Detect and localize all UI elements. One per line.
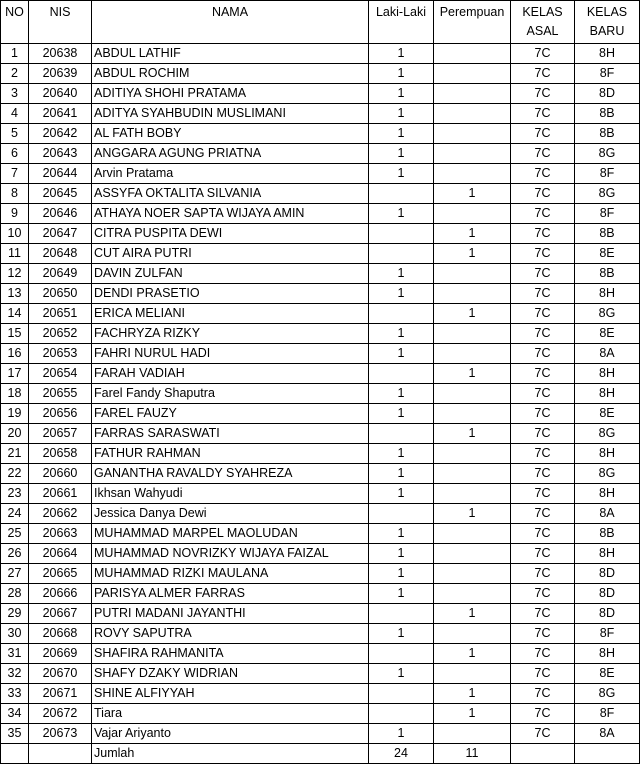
cell-kelas-asal: 7C bbox=[511, 424, 575, 444]
cell-nama: Arvin Pratama bbox=[92, 164, 369, 184]
cell-nis: 20653 bbox=[29, 344, 92, 364]
total-label: Jumlah bbox=[92, 744, 369, 764]
cell-no: 9 bbox=[1, 204, 29, 224]
cell-kelas-asal: 7C bbox=[511, 484, 575, 504]
cell-laki-laki: 1 bbox=[369, 664, 434, 684]
cell-nama: MUHAMMAD NOVRIZKY WIJAYA FAIZAL bbox=[92, 544, 369, 564]
table-row bbox=[1, 664, 640, 684]
cell-nis: 20638 bbox=[29, 44, 92, 64]
cell-kelas-asal: 7C bbox=[511, 224, 575, 244]
cell-kelas-baru: 8H bbox=[575, 444, 640, 464]
cell-no: 5 bbox=[1, 124, 29, 144]
cell-nis: 20649 bbox=[29, 264, 92, 284]
cell-kelas-asal: 7C bbox=[511, 84, 575, 104]
cell-kelas-asal: 7C bbox=[511, 124, 575, 144]
cell-kelas-baru: 8F bbox=[575, 64, 640, 84]
cell-kelas-baru: 8H bbox=[575, 364, 640, 384]
table-row bbox=[1, 104, 640, 124]
cell-kelas-baru: 8D bbox=[575, 564, 640, 584]
cell-laki-laki: 1 bbox=[369, 64, 434, 84]
table-row bbox=[1, 424, 640, 444]
cell-perempuan bbox=[434, 544, 511, 564]
cell-no: 3 bbox=[1, 84, 29, 104]
table-row bbox=[1, 604, 640, 624]
cell-nama: SHAFY DZAKY WIDRIAN bbox=[92, 664, 369, 684]
cell-laki-laki bbox=[369, 644, 434, 664]
cell-kelas-baru: 8B bbox=[575, 224, 640, 244]
cell-kelas-baru: 8B bbox=[575, 124, 640, 144]
cell-nis: 20651 bbox=[29, 304, 92, 324]
cell-nama: SHAFIRA RAHMANITA bbox=[92, 644, 369, 664]
cell-nama: FACHRYZA RIZKY bbox=[92, 324, 369, 344]
cell-no: 24 bbox=[1, 504, 29, 524]
cell-no: 18 bbox=[1, 384, 29, 404]
header-kelas-baru-line1: KELAS bbox=[586, 5, 628, 19]
cell-kelas-baru: 8D bbox=[575, 84, 640, 104]
cell-kelas-asal: 7C bbox=[511, 684, 575, 704]
cell-laki-laki bbox=[369, 184, 434, 204]
cell-perempuan bbox=[434, 44, 511, 64]
cell-kelas-baru: 8F bbox=[575, 204, 640, 224]
cell-nama: ABDUL LATHIF bbox=[92, 44, 369, 64]
cell-perempuan bbox=[434, 64, 511, 84]
table-row bbox=[1, 684, 640, 704]
cell-laki-laki bbox=[369, 244, 434, 264]
cell-no: 26 bbox=[1, 544, 29, 564]
cell-kelas-baru: 8G bbox=[575, 464, 640, 484]
cell-perempuan bbox=[434, 404, 511, 424]
cell-laki-laki: 1 bbox=[369, 264, 434, 284]
cell-no: 2 bbox=[1, 64, 29, 84]
cell-nis: 20644 bbox=[29, 164, 92, 184]
cell-kelas-asal: 7C bbox=[511, 604, 575, 624]
cell-nama: FATHUR RAHMAN bbox=[92, 444, 369, 464]
cell-kelas-asal: 7C bbox=[511, 164, 575, 184]
cell-laki-laki: 1 bbox=[369, 284, 434, 304]
cell-no: 7 bbox=[1, 164, 29, 184]
cell-no: 25 bbox=[1, 524, 29, 544]
cell-perempuan bbox=[434, 484, 511, 504]
cell-no: 30 bbox=[1, 624, 29, 644]
cell-kelas-baru: 8H bbox=[575, 484, 640, 504]
cell-no: 33 bbox=[1, 684, 29, 704]
cell-kelas-baru: 8D bbox=[575, 584, 640, 604]
cell-laki-laki: 1 bbox=[369, 444, 434, 464]
header-kelas-baru-line2: BARU bbox=[589, 24, 625, 38]
table-body bbox=[1, 44, 640, 744]
table-row bbox=[1, 704, 640, 724]
table-row bbox=[1, 84, 640, 104]
cell-kelas-baru: 8E bbox=[575, 404, 640, 424]
header-nama: NAMA bbox=[92, 1, 369, 44]
cell-kelas-asal: 7C bbox=[511, 244, 575, 264]
cell-kelas-asal: 7C bbox=[511, 724, 575, 744]
cell-nama: ADITIYA SHOHI PRATAMA bbox=[92, 84, 369, 104]
cell-kelas-baru: 8A bbox=[575, 344, 640, 364]
table-row bbox=[1, 364, 640, 384]
cell-kelas-baru: 8A bbox=[575, 504, 640, 524]
cell-laki-laki: 1 bbox=[369, 724, 434, 744]
cell-nis: 20660 bbox=[29, 464, 92, 484]
table-row bbox=[1, 464, 640, 484]
cell-nis: 20669 bbox=[29, 644, 92, 664]
cell-nis: 20658 bbox=[29, 444, 92, 464]
cell-laki-laki: 1 bbox=[369, 164, 434, 184]
cell-laki-laki: 1 bbox=[369, 124, 434, 144]
cell-nama: Ikhsan Wahyudi bbox=[92, 484, 369, 504]
cell-nama: ERICA MELIANI bbox=[92, 304, 369, 324]
cell-perempuan: 1 bbox=[434, 304, 511, 324]
cell-no: 4 bbox=[1, 104, 29, 124]
cell-kelas-asal: 7C bbox=[511, 364, 575, 384]
cell-nis: 20673 bbox=[29, 724, 92, 744]
total-perempuan: 11 bbox=[434, 744, 511, 764]
table-row bbox=[1, 244, 640, 264]
cell-nama: FARAH VADIAH bbox=[92, 364, 369, 384]
cell-nis: 20652 bbox=[29, 324, 92, 344]
cell-perempuan bbox=[434, 324, 511, 344]
header-kelas-asal-line1: KELAS bbox=[522, 5, 563, 19]
cell-laki-laki: 1 bbox=[369, 544, 434, 564]
cell-nis: 20654 bbox=[29, 364, 92, 384]
cell-perempuan bbox=[434, 284, 511, 304]
cell-kelas-asal: 7C bbox=[511, 524, 575, 544]
cell-no: 19 bbox=[1, 404, 29, 424]
cell-laki-laki bbox=[369, 364, 434, 384]
cell-perempuan bbox=[434, 124, 511, 144]
cell-laki-laki bbox=[369, 604, 434, 624]
cell-nis: 20671 bbox=[29, 684, 92, 704]
cell-kelas-baru: 8A bbox=[575, 724, 640, 744]
cell-no: 15 bbox=[1, 324, 29, 344]
cell-kelas-baru: 8B bbox=[575, 524, 640, 544]
cell-perempuan bbox=[434, 724, 511, 744]
cell-nis: 20655 bbox=[29, 384, 92, 404]
table-row bbox=[1, 384, 640, 404]
cell-no: 35 bbox=[1, 724, 29, 744]
cell-nama: MUHAMMAD RIZKI MAULANA bbox=[92, 564, 369, 584]
cell-kelas-asal: 7C bbox=[511, 204, 575, 224]
cell-kelas-baru: 8B bbox=[575, 104, 640, 124]
cell-no: 32 bbox=[1, 664, 29, 684]
cell-nama: SHINE ALFIYYAH bbox=[92, 684, 369, 704]
cell-kelas-asal: 7C bbox=[511, 404, 575, 424]
cell-laki-laki: 1 bbox=[369, 104, 434, 124]
table-row bbox=[1, 124, 640, 144]
table-row bbox=[1, 504, 640, 524]
cell-nama: ROVY SAPUTRA bbox=[92, 624, 369, 644]
cell-perempuan bbox=[434, 444, 511, 464]
cell-nis: 20661 bbox=[29, 484, 92, 504]
total-laki-laki: 24 bbox=[369, 744, 434, 764]
header-kelas-asal bbox=[511, 1, 575, 44]
cell-kelas-asal: 7C bbox=[511, 624, 575, 644]
table-row bbox=[1, 304, 640, 324]
cell-kelas-asal: 7C bbox=[511, 264, 575, 284]
cell-no: 16 bbox=[1, 344, 29, 364]
cell-nis: 20642 bbox=[29, 124, 92, 144]
cell-perempuan: 1 bbox=[434, 504, 511, 524]
cell-nis: 20650 bbox=[29, 284, 92, 304]
cell-nis: 20670 bbox=[29, 664, 92, 684]
cell-laki-laki: 1 bbox=[369, 624, 434, 644]
cell-laki-laki: 1 bbox=[369, 144, 434, 164]
table-row bbox=[1, 404, 640, 424]
cell-perempuan: 1 bbox=[434, 364, 511, 384]
cell-kelas-baru: 8H bbox=[575, 44, 640, 64]
cell-kelas-baru: 8H bbox=[575, 384, 640, 404]
header-kelas-baru bbox=[575, 1, 640, 44]
cell-nama: FAHRI NURUL HADI bbox=[92, 344, 369, 364]
cell-no: 13 bbox=[1, 284, 29, 304]
cell-nis: 20667 bbox=[29, 604, 92, 624]
cell-kelas-asal: 7C bbox=[511, 284, 575, 304]
cell-laki-laki: 1 bbox=[369, 204, 434, 224]
table-row bbox=[1, 544, 640, 564]
cell-kelas-baru: 8F bbox=[575, 624, 640, 644]
cell-perempuan bbox=[434, 344, 511, 364]
cell-nama: ABDUL ROCHIM bbox=[92, 64, 369, 84]
cell-kelas-baru: 8G bbox=[575, 684, 640, 704]
cell-nis: 20647 bbox=[29, 224, 92, 244]
cell-nama: ANGGARA AGUNG PRIATNA bbox=[92, 144, 369, 164]
cell-laki-laki bbox=[369, 504, 434, 524]
cell-nis: 20657 bbox=[29, 424, 92, 444]
cell-kelas-asal: 7C bbox=[511, 184, 575, 204]
cell-nis: 20663 bbox=[29, 524, 92, 544]
table-row bbox=[1, 324, 640, 344]
cell-perempuan bbox=[434, 104, 511, 124]
cell-nama: CITRA PUSPITA DEWI bbox=[92, 224, 369, 244]
cell-nis: 20666 bbox=[29, 584, 92, 604]
cell-perempuan bbox=[434, 524, 511, 544]
cell-perempuan bbox=[434, 584, 511, 604]
cell-kelas-baru: 8G bbox=[575, 144, 640, 164]
cell-kelas-asal: 7C bbox=[511, 144, 575, 164]
table-row bbox=[1, 144, 640, 164]
cell-no: 10 bbox=[1, 224, 29, 244]
header-no: NO bbox=[1, 1, 29, 44]
table-row bbox=[1, 64, 640, 84]
cell-no: 20 bbox=[1, 424, 29, 444]
table-row bbox=[1, 164, 640, 184]
cell-no: 8 bbox=[1, 184, 29, 204]
cell-laki-laki: 1 bbox=[369, 84, 434, 104]
table-row bbox=[1, 484, 640, 504]
cell-perempuan bbox=[434, 144, 511, 164]
cell-nis: 20648 bbox=[29, 244, 92, 264]
cell-kelas-asal: 7C bbox=[511, 384, 575, 404]
cell-laki-laki bbox=[369, 704, 434, 724]
cell-perempuan: 1 bbox=[434, 244, 511, 264]
table-row bbox=[1, 44, 640, 64]
cell-perempuan bbox=[434, 564, 511, 584]
table-row bbox=[1, 184, 640, 204]
cell-no: 29 bbox=[1, 604, 29, 624]
cell-nama: CUT AIRA PUTRI bbox=[92, 244, 369, 264]
table-row bbox=[1, 724, 640, 744]
cell-nama: AL FATH BOBY bbox=[92, 124, 369, 144]
cell-nama: FAREL FAUZY bbox=[92, 404, 369, 424]
cell-no: 22 bbox=[1, 464, 29, 484]
cell-nama: DENDI PRASETIO bbox=[92, 284, 369, 304]
cell-laki-laki: 1 bbox=[369, 344, 434, 364]
cell-kelas-baru: 8E bbox=[575, 324, 640, 344]
cell-perempuan: 1 bbox=[434, 684, 511, 704]
table-header bbox=[1, 1, 640, 44]
cell-kelas-asal: 7C bbox=[511, 44, 575, 64]
cell-kelas-asal: 7C bbox=[511, 444, 575, 464]
cell-nis: 20664 bbox=[29, 544, 92, 564]
cell-perempuan: 1 bbox=[434, 644, 511, 664]
cell-nis: 20639 bbox=[29, 64, 92, 84]
cell-kelas-baru: 8G bbox=[575, 424, 640, 444]
cell-perempuan: 1 bbox=[434, 184, 511, 204]
table-row bbox=[1, 624, 640, 644]
table-row bbox=[1, 204, 640, 224]
table-row bbox=[1, 224, 640, 244]
cell-kelas-baru: 8H bbox=[575, 544, 640, 564]
cell-kelas-baru: 8F bbox=[575, 164, 640, 184]
cell-kelas-asal: 7C bbox=[511, 344, 575, 364]
header-perempuan: Perempuan bbox=[434, 1, 511, 44]
cell-laki-laki: 1 bbox=[369, 324, 434, 344]
cell-nama: FARRAS SARASWATI bbox=[92, 424, 369, 444]
cell-nama: PUTRI MADANI JAYANTHI bbox=[92, 604, 369, 624]
cell-kelas-asal: 7C bbox=[511, 564, 575, 584]
cell-perempuan bbox=[434, 384, 511, 404]
cell-laki-laki: 1 bbox=[369, 524, 434, 544]
cell-nis: 20645 bbox=[29, 184, 92, 204]
table-row bbox=[1, 444, 640, 464]
cell-nama: Jessica Danya Dewi bbox=[92, 504, 369, 524]
cell-nis: 20668 bbox=[29, 624, 92, 644]
cell-perempuan: 1 bbox=[434, 224, 511, 244]
header-kelas-asal-line2: ASAL bbox=[526, 24, 559, 38]
cell-nis: 20656 bbox=[29, 404, 92, 424]
cell-kelas-asal: 7C bbox=[511, 504, 575, 524]
cell-laki-laki bbox=[369, 304, 434, 324]
table-row bbox=[1, 524, 640, 544]
cell-nama: Farel Fandy Shaputra bbox=[92, 384, 369, 404]
cell-laki-laki: 1 bbox=[369, 44, 434, 64]
cell-nama: PARISYA ALMER FARRAS bbox=[92, 584, 369, 604]
cell-no: 21 bbox=[1, 444, 29, 464]
cell-laki-laki: 1 bbox=[369, 584, 434, 604]
cell-nama: ATHAYA NOER SAPTA WIJAYA AMIN bbox=[92, 204, 369, 224]
cell-kelas-baru: 8G bbox=[575, 184, 640, 204]
cell-laki-laki: 1 bbox=[369, 464, 434, 484]
cell-perempuan bbox=[434, 464, 511, 484]
cell-no: 27 bbox=[1, 564, 29, 584]
cell-no: 6 bbox=[1, 144, 29, 164]
cell-no: 12 bbox=[1, 264, 29, 284]
cell-perempuan bbox=[434, 164, 511, 184]
table-row bbox=[1, 584, 640, 604]
cell-perempuan: 1 bbox=[434, 424, 511, 444]
cell-nis: 20643 bbox=[29, 144, 92, 164]
cell-laki-laki bbox=[369, 224, 434, 244]
cell-kelas-baru: 8E bbox=[575, 664, 640, 684]
cell-nis: 20641 bbox=[29, 104, 92, 124]
table-row bbox=[1, 644, 640, 664]
cell-perempuan: 1 bbox=[434, 704, 511, 724]
cell-no: 1 bbox=[1, 44, 29, 64]
cell-kelas-asal: 7C bbox=[511, 584, 575, 604]
cell-no: 28 bbox=[1, 584, 29, 604]
cell-kelas-asal: 7C bbox=[511, 704, 575, 724]
cell-nama: Tiara bbox=[92, 704, 369, 724]
cell-no: 31 bbox=[1, 644, 29, 664]
cell-laki-laki: 1 bbox=[369, 484, 434, 504]
cell-nis: 20662 bbox=[29, 504, 92, 524]
cell-laki-laki: 1 bbox=[369, 384, 434, 404]
cell-kelas-asal: 7C bbox=[511, 304, 575, 324]
cell-nama: ADITYA SYAHBUDIN MUSLIMANI bbox=[92, 104, 369, 124]
cell-kelas-baru: 8H bbox=[575, 284, 640, 304]
cell-kelas-asal: 7C bbox=[511, 104, 575, 124]
cell-kelas-asal: 7C bbox=[511, 664, 575, 684]
cell-no: 23 bbox=[1, 484, 29, 504]
cell-kelas-baru: 8F bbox=[575, 704, 640, 724]
cell-kelas-baru: 8D bbox=[575, 604, 640, 624]
cell-nis: 20640 bbox=[29, 84, 92, 104]
cell-nama: DAVIN ZULFAN bbox=[92, 264, 369, 284]
cell-kelas-asal: 7C bbox=[511, 644, 575, 664]
table-row bbox=[1, 264, 640, 284]
table-row bbox=[1, 284, 640, 304]
table-row bbox=[1, 564, 640, 584]
cell-laki-laki: 1 bbox=[369, 564, 434, 584]
cell-kelas-baru: 8E bbox=[575, 244, 640, 264]
cell-nis: 20646 bbox=[29, 204, 92, 224]
cell-laki-laki: 1 bbox=[369, 404, 434, 424]
cell-perempuan bbox=[434, 204, 511, 224]
cell-kelas-baru: 8G bbox=[575, 304, 640, 324]
cell-no: 17 bbox=[1, 364, 29, 384]
cell-perempuan bbox=[434, 84, 511, 104]
cell-laki-laki bbox=[369, 424, 434, 444]
cell-perempuan: 1 bbox=[434, 604, 511, 624]
cell-laki-laki bbox=[369, 684, 434, 704]
cell-kelas-asal: 7C bbox=[511, 324, 575, 344]
cell-nama: GANANTHA RAVALDY SYAHREZA bbox=[92, 464, 369, 484]
cell-nis: 20665 bbox=[29, 564, 92, 584]
cell-perempuan bbox=[434, 664, 511, 684]
cell-kelas-asal: 7C bbox=[511, 464, 575, 484]
cell-kelas-baru: 8B bbox=[575, 264, 640, 284]
cell-nis: 20672 bbox=[29, 704, 92, 724]
table-row bbox=[1, 344, 640, 364]
cell-no: 14 bbox=[1, 304, 29, 324]
cell-no: 34 bbox=[1, 704, 29, 724]
cell-kelas-baru: 8H bbox=[575, 644, 640, 664]
cell-perempuan bbox=[434, 624, 511, 644]
header-nis: NIS bbox=[29, 1, 92, 44]
cell-no: 11 bbox=[1, 244, 29, 264]
header-laki-laki: Laki-Laki bbox=[369, 1, 434, 44]
cell-perempuan bbox=[434, 264, 511, 284]
cell-nama: Vajar Ariyanto bbox=[92, 724, 369, 744]
cell-kelas-asal: 7C bbox=[511, 544, 575, 564]
cell-nama: ASSYFA OKTALITA SILVANIA bbox=[92, 184, 369, 204]
cell-kelas-asal: 7C bbox=[511, 64, 575, 84]
cell-nama: MUHAMMAD MARPEL MAOLUDAN bbox=[92, 524, 369, 544]
